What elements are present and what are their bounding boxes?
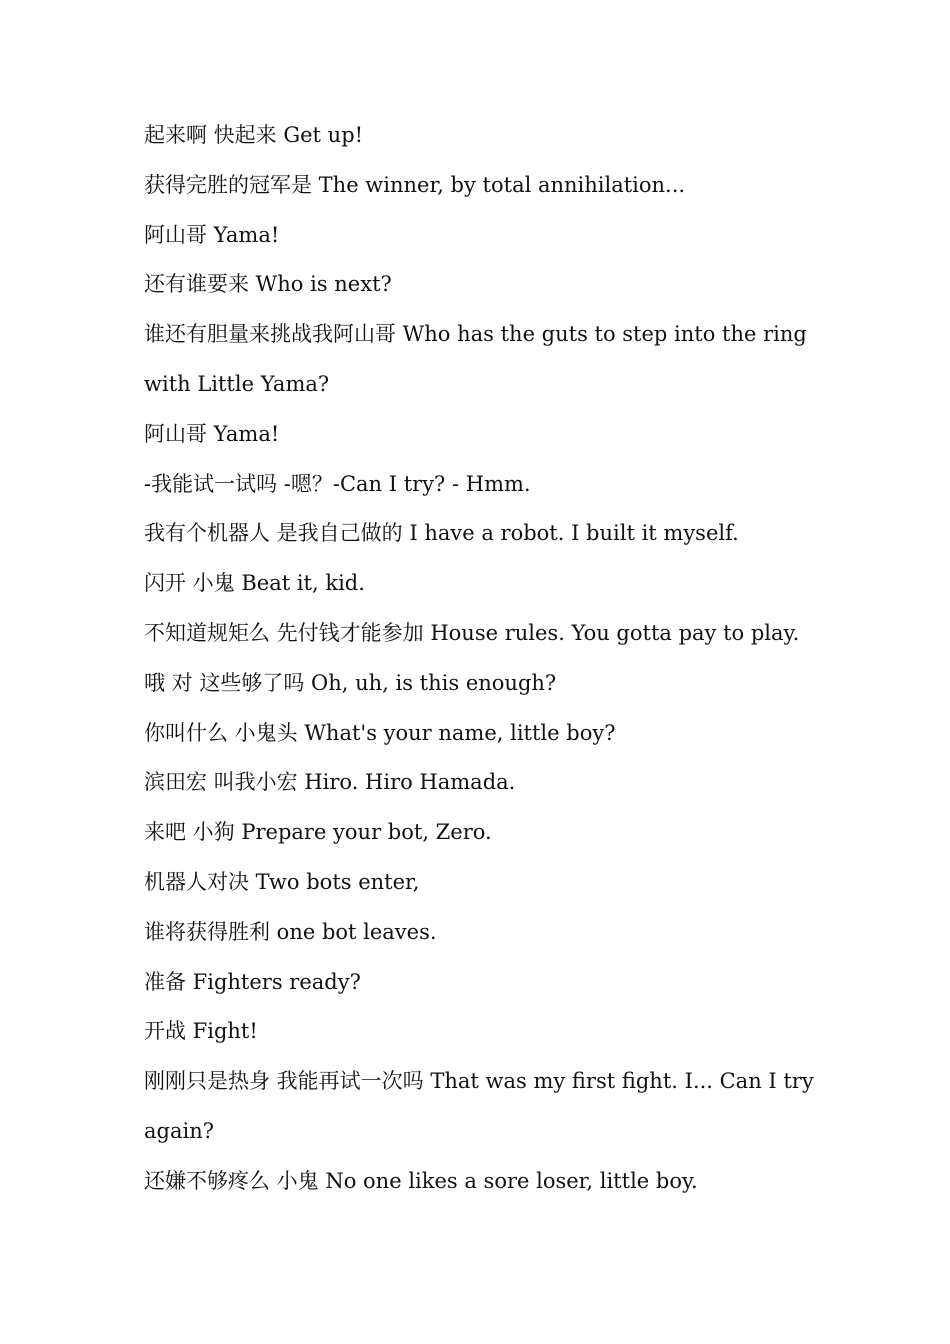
transcript-line: 机器人对决 Two bots enter, [144, 869, 420, 894]
transcript-line: 还有谁要来 Who is next? [144, 272, 392, 297]
transcript-line: 阿山哥 Yama! [144, 222, 280, 247]
transcript-line: 不知道规矩么 先付钱才能参加 House rules. You gotta pay to play. [144, 620, 800, 645]
transcript-line: 哦 对 这些够了吗 Oh, uh, is this enough? [144, 670, 557, 695]
transcript-line: 来吧 小狗 Prepare your bot, Zero. [144, 820, 492, 845]
transcript-line: 开战 Fight! [144, 1019, 258, 1044]
transcript-line: 准备 Fighters ready? [144, 969, 361, 994]
transcript-line: 你叫什么 小鬼头 What's your name, little boy? [144, 720, 616, 745]
transcript-line: 滨田宏 叫我小宏 Hiro. Hiro Hamada. [144, 770, 516, 795]
transcript-line: 谁还有胆量来挑战我阿山哥 Who has the guts to step into the ring with Little Yama? [144, 322, 807, 396]
transcript-line: 阿山哥 Yama! [144, 421, 280, 446]
transcript-line: 获得完胜的冠军是 The winner, by total annihilation... [144, 172, 686, 197]
transcript-line: -我能试一试吗 -嗯？-Can I try? - Hmm. [144, 471, 531, 496]
transcript-line: 还嫌不够疼么 小鬼 No one likes a sore loser, little boy. [144, 1168, 698, 1193]
transcript-line: 刚刚只是热身 我能再试一次吗 That was my first fight. I... Can I try again? [144, 1069, 814, 1143]
transcript-line: 闪开 小鬼 Beat it, kid. [144, 571, 365, 596]
subtitle-transcript [144, 111, 814, 1207]
transcript-line: 谁将获得胜利 one bot leaves. [144, 919, 437, 944]
transcript-line: 我有个机器人 是我自己做的 I have a robot. I built it myself. [144, 521, 739, 546]
transcript-line: 起来啊 快起来 Get up! [144, 123, 364, 147]
